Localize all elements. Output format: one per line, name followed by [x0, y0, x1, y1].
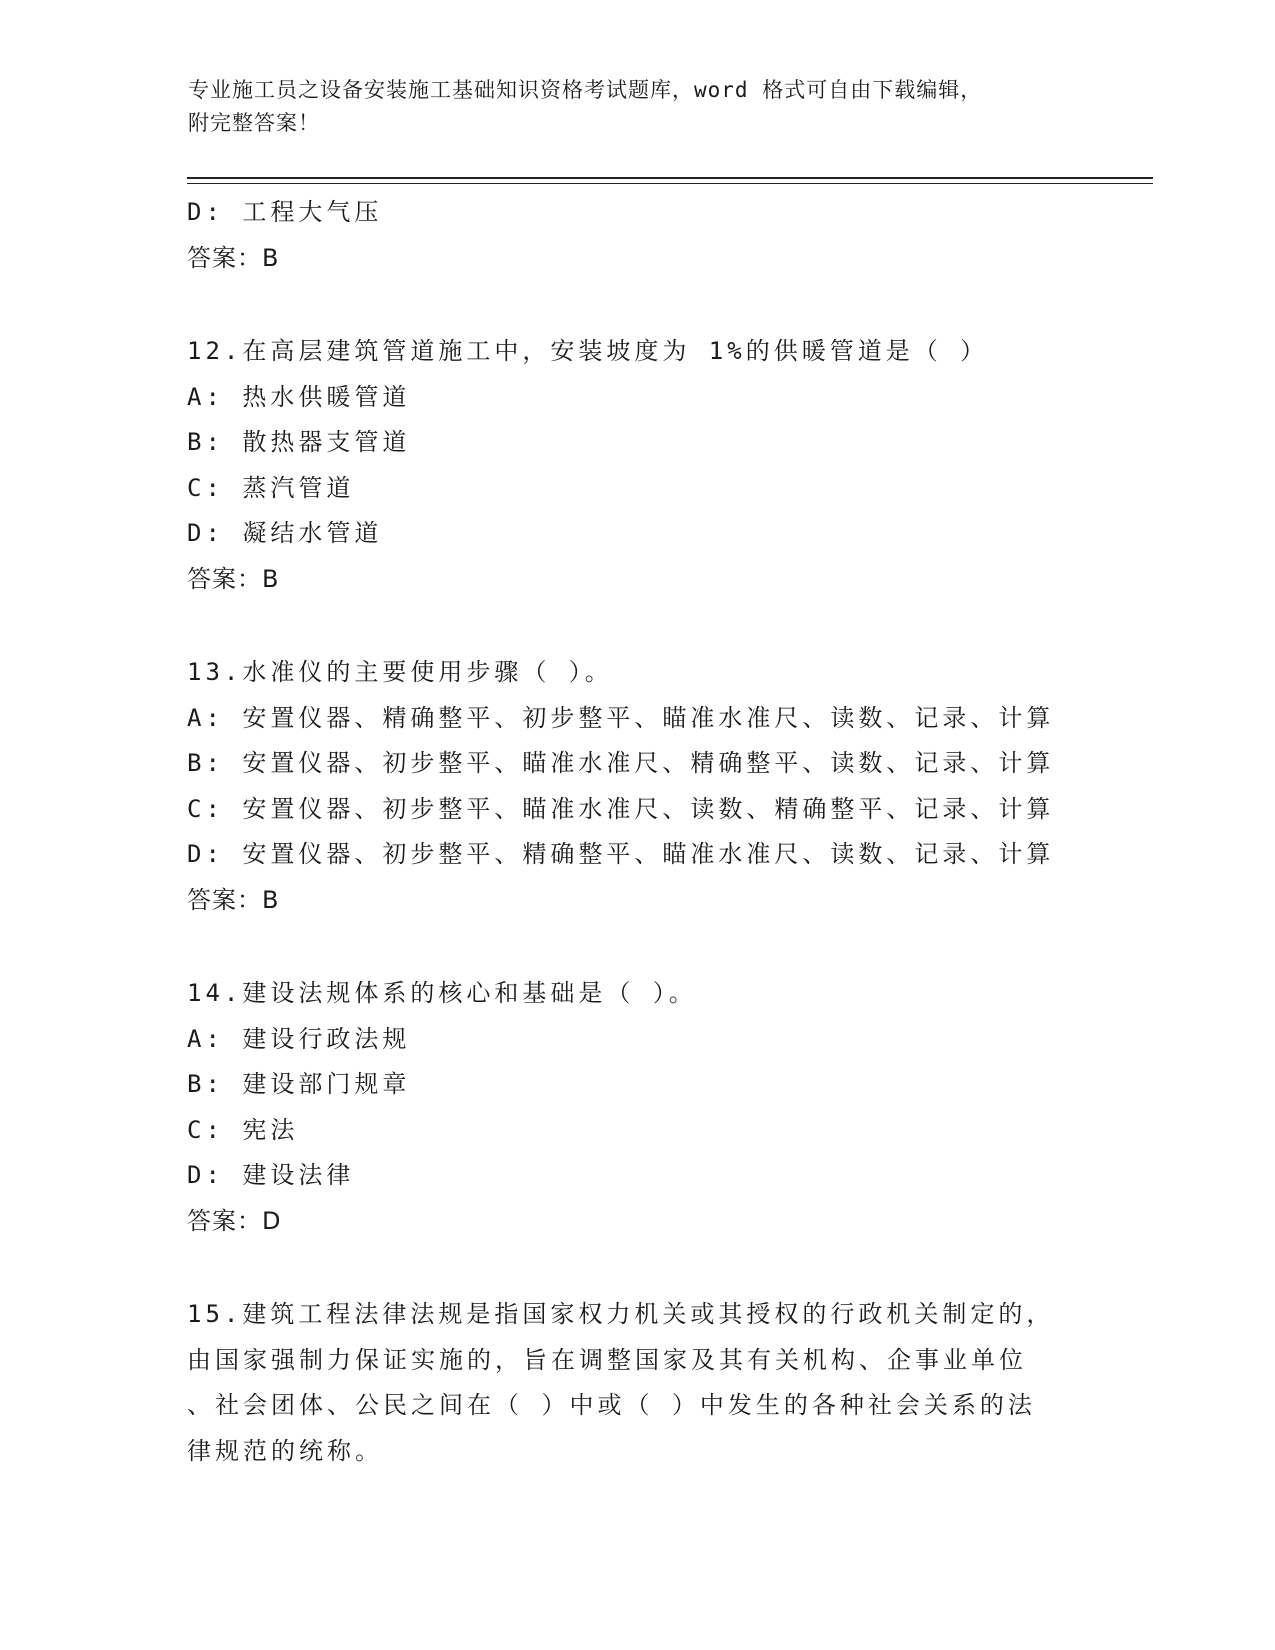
- question-block-14: [187, 971, 1087, 1244]
- document-header: [188, 74, 1068, 140]
- header-rule-thick: [187, 177, 1153, 179]
- header-line-2: 附完整答案！: [188, 111, 320, 135]
- spacer: [187, 923, 1087, 971]
- option-b: B: 建设部门规章: [187, 1070, 411, 1098]
- option-d: D: 建设法律: [187, 1161, 355, 1189]
- question-block-15: [187, 1292, 1067, 1474]
- option-a: A: 热水供暖管道: [187, 382, 411, 411]
- option-d: D: 安置仪器、初步整平、精确整平、瞄准水准尺、读数、记录、计算: [187, 840, 1055, 868]
- question-stem: 12.在高层建筑管道施工中，安装坡度为 1%的供暖管道是（ ）: [187, 337, 989, 365]
- option-c: C: 蒸汽管道: [187, 473, 355, 502]
- question-stem-line: 由国家强制力保证实施的，旨在调整国家及其有关机构、企事业单位: [187, 1345, 1027, 1374]
- answer-line: 答案：B: [187, 243, 280, 272]
- answer-line: 答案：B: [187, 885, 280, 914]
- option-a: A: 安置仪器、精确整平、初步整平、瞄准水准尺、读数、记录、计算: [187, 703, 1055, 732]
- question-stem-line: 15.建筑工程法律法规是指国家权力机关或其授权的行政机关制定的，: [187, 1300, 1055, 1328]
- option-c: C: 宪法: [187, 1115, 299, 1144]
- spacer: [187, 281, 1087, 329]
- question-stem: 14.建设法规体系的核心和基础是（ ）。: [187, 979, 697, 1007]
- option-b: B: 安置仪器、初步整平、瞄准水准尺、精确整平、读数、记录、计算: [187, 749, 1055, 777]
- option-d: D: 凝结水管道: [187, 519, 383, 547]
- spacer: [187, 1244, 1087, 1292]
- question-stem-line: 律规范的统称。: [187, 1436, 383, 1465]
- page-content: [187, 190, 1087, 1474]
- option-b: B: 散热器支管道: [187, 428, 411, 456]
- header-line-1: 专业施工员之设备安装施工基础知识资格考试题库，word 格式可自由下载编辑，: [188, 78, 983, 102]
- question-block-12: [187, 329, 1087, 602]
- question-block-13: [187, 650, 1087, 923]
- answer-line: 答案：B: [187, 564, 280, 593]
- question-stem-line: 、社会团体、公民之间在（ ）中或（ ）中发生的各种社会关系的法: [187, 1391, 1036, 1419]
- option-c: C: 安置仪器、初步整平、瞄准水准尺、读数、精确整平、记录、计算: [187, 794, 1055, 823]
- header-rule-thin: [187, 183, 1153, 184]
- option-a: A: 建设行政法规: [187, 1024, 411, 1053]
- option-d: D: 工程大气压: [187, 198, 383, 226]
- question-stem: 13.水准仪的主要使用步骤（ ）。: [187, 658, 613, 686]
- answer-line: 答案：D: [187, 1206, 282, 1235]
- spacer: [187, 602, 1087, 650]
